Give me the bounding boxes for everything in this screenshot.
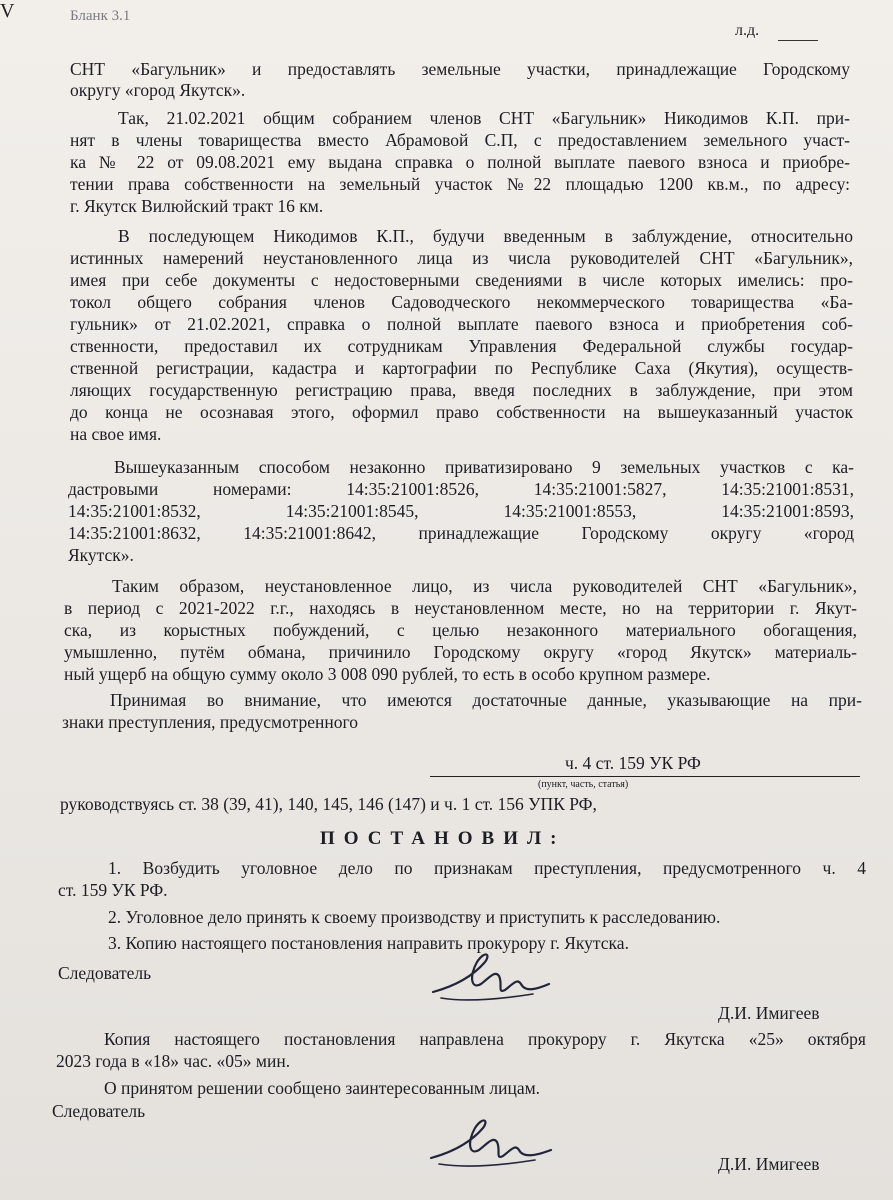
copy-note-line: 2023 года в «18» час. «05» мин. — [56, 1051, 291, 1071]
text-line: истинных намерений неустановленного лица из числа руководителей СНТ «Багульник», — [70, 248, 853, 268]
investigator-role: Следователь — [58, 963, 152, 983]
text-line: токол общего собрания членов Садоводческого некоммерческого товарищества «Ба- — [70, 292, 853, 312]
text-line: имея при себе документы с недостоверными сведениями в числе которых имелись: про- — [70, 270, 853, 290]
investigator-role: Следователь — [52, 1101, 146, 1121]
article-underline — [430, 776, 860, 777]
handwritten-signature — [425, 940, 565, 1010]
text-line: В последующем Никодимов К.П., будучи введенным в заблуждение, относительно — [118, 226, 853, 246]
text-line: на свое имя. — [70, 424, 162, 444]
decree-item: ст. 159 УК РФ. — [58, 880, 168, 900]
text-line: СНТ «Багульник» и предоставлять земельные участки, принадлежащие Городскому — [70, 59, 850, 79]
copy-note-line: Копия настоящего постановления направлена прокурору г. Якутска «25» октября — [104, 1029, 866, 1049]
text-line: дастровыми номерами: 14:35:21001:8526, 14:35:21001:5827, 14:35:21001:8531, — [68, 479, 854, 499]
sheet-number-line — [778, 40, 818, 41]
text-line: ляющих государственную регистрацию права, введя последних в заблуждение, при этом — [70, 380, 853, 400]
handwritten-signature — [425, 1108, 565, 1178]
article-caption: (пункт, часть, статья) — [538, 779, 629, 790]
decree-item: 3. Копию настоящего постановления направить прокурору г. Якутска. — [108, 933, 629, 953]
text-line: ный ущерб на общую сумму около 3 008 090 рублей, то есть в особо крупном размере. — [64, 664, 711, 684]
text-line: знаки преступления, предусмотренного — [62, 712, 358, 732]
text-line: Таким образом, неустановленное лицо, из числа руководителей СНТ «Багульник», — [112, 576, 857, 596]
text-line: Вышеуказанным способом незаконно приватизировано 9 земельных участков с ка- — [114, 457, 854, 477]
text-line: в период с 2021-2022 г.г., находясь в неустановленном месте, но на территории г. Якут- — [64, 598, 857, 618]
text-line: ственности, предоставил их сотрудникам Управления Федеральной службы государ- — [70, 336, 853, 356]
text-line: Так, 21.02.2021 общим собранием членов СНТ «Багульник» Никодимов К.П. при- — [118, 108, 850, 128]
text-line: ственной регистрации, кадастра и картографии по Республике Саха (Якутия), осуществ- — [70, 358, 853, 378]
text-line: г. Якутск Вилюйский тракт 16 км. — [70, 196, 324, 216]
text-line: Якутск». — [68, 545, 134, 565]
sheet-label: л.д. — [735, 22, 760, 39]
investigator-name: Д.И. Имигеев — [718, 1154, 820, 1174]
article-reference: ч. 4 ст. 159 УК РФ — [565, 753, 701, 773]
legal-basis-line: руководствуясь ст. 38 (39, 41), 140, 145, 146 (147) и ч. 1 ст. 156 УПК РФ, — [60, 794, 597, 814]
investigator-name: Д.И. Имигеев — [718, 1003, 820, 1023]
text-line: до конца не осознавая этого, оформил право собственности на вышеуказанный участок — [70, 402, 853, 422]
text-line: тении права собственности на земельный участок №22 площадью 1200 кв.м., по адресу: — [70, 174, 850, 194]
text-line: округу «город Якутск». — [70, 80, 246, 100]
text-line: умышленно, путём обмана, причинило Городскому округу «город Якутск» материаль- — [64, 642, 857, 662]
text-line: 14:35:21001:8532, 14:35:21001:8545, 14:35:21001:8553, 14:35:21001:8593, — [68, 501, 854, 521]
decree-item: 2. Уголовное дело принять к своему производству и приступить к расследованию. — [108, 907, 721, 927]
text-line: ска, из корыстных побуждений, с целью незаконного материального обогащения, — [64, 620, 857, 640]
corner-mark: V — [0, 0, 15, 22]
text-line: ка № 22 от 09.08.2021 ему выдана справка о полной выплате паевого взноса и приобре- — [70, 152, 850, 172]
form-label: Бланк 3.1 — [70, 8, 131, 24]
text-line: 14:35:21001:8632, 14:35:21001:8642, принадлежащие Городскому округу «город — [68, 523, 854, 543]
text-line: гульник» от 21.02.2021, справка о полной выплате паевого взноса и приобретения соб- — [70, 314, 853, 334]
decree-item: 1. Возбудить уголовное дело по признакам преступления, предусмотренного ч. 4 — [108, 858, 866, 878]
informed-note: О принятом решении сообщено заинтересованным лицам. — [104, 1078, 541, 1098]
decree-title: ПОСТАНОВИЛ: — [320, 828, 566, 849]
text-line: Принимая во внимание, что имеются достаточные данные, указывающие на при- — [110, 690, 862, 710]
text-line: нят в члены товарищества вместо Абрамовой С.П, с предоставлением земельного участ- — [70, 130, 850, 150]
